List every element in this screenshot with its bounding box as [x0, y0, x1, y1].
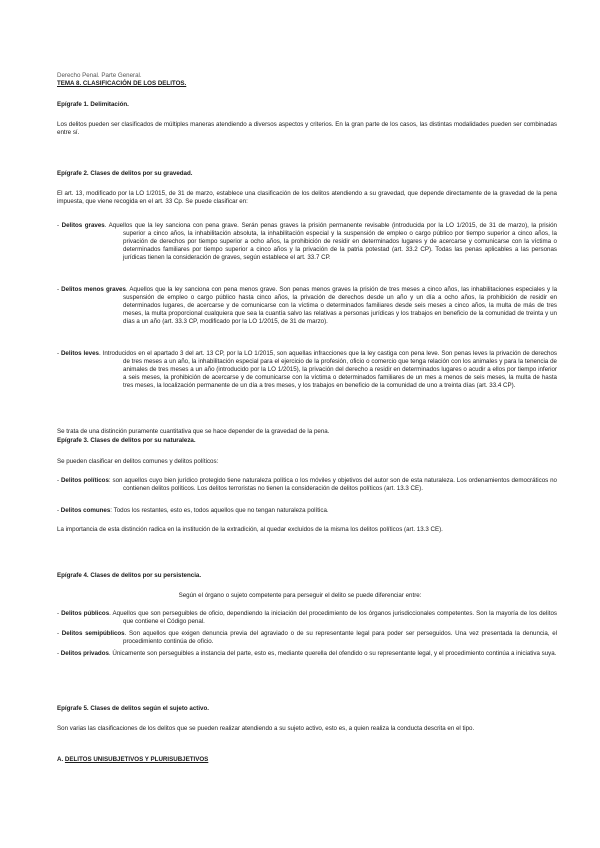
section-3-closing: La importancia de esta distinción radica en la institución de la extradición, al quedar excluidos de la misma los delitos políticos (art. 13.3 CE). — [57, 526, 443, 533]
list-dash: - — [57, 650, 61, 657]
list-item-delitos-graves — [57, 222, 557, 262]
list-item-delitos-privados — [57, 650, 557, 658]
section-heading-1: Epígrafe 1. Delimitación. — [57, 101, 129, 108]
section-4-intro: Según el órgano o sujeto competente para perseguir el delito se puede diferenciar entre: — [178, 592, 422, 599]
section-5-intro-text: Son varias las clasificaciones de los delitos que se pueden realizar atendiendo a su sujeto activo, esto es, a quien realiza la conducta descrita en el tipo. — [57, 725, 475, 732]
course-title: Derecho Penal. Parte General. — [57, 72, 142, 79]
list-item-delitos-menos-graves — [57, 286, 557, 326]
section-heading-5: Epígrafe 5. Clases de delitos según el sujeto activo. — [57, 705, 209, 712]
list-dash: - — [57, 630, 62, 637]
list-term: Delitos comunes — [60, 507, 111, 514]
section-3-intro: Se pueden clasificar en delitos comunes y delitos políticos: — [57, 458, 219, 465]
list-term: Delitos políticos — [60, 477, 109, 484]
section-2-intro: El art. 13, modificado por la LO 1/2015, de 31 de marzo, establece una clasificación de los delitos atendiendo a su gravedad, que depende directamente de la gravedad de la pena impuesta, que viene recogida en el art. 33 Cp. Se puede clasificar en: — [57, 190, 557, 206]
section-heading-4: Epígrafe 4. Clases de delitos por su persistencia. — [57, 572, 202, 579]
list-dash: - — [57, 610, 62, 617]
list-term: Delitos menos graves — [61, 286, 126, 293]
list-item-delitos-publicos — [57, 610, 557, 626]
section-heading-2: Epígrafe 2. Clases de delitos por su gravedad. — [57, 170, 193, 177]
section-heading-3: Epígrafe 3. Clases de delitos por su naturaleza. — [57, 437, 196, 444]
section-2-closing: Se trata de una distinción puramente cuantitativa que se hace depender de la gravedad de la pena. — [57, 428, 330, 435]
list-dash: - — [57, 222, 62, 229]
subsection-prefix: A. — [57, 756, 65, 763]
list-dash: - — [57, 286, 62, 293]
list-term: Delitos públicos — [61, 610, 110, 617]
section-5-intro — [57, 725, 557, 733]
list-item-delitos-politicos — [57, 477, 557, 493]
list-text: . Son aquellos que exigen denuncia previa del agraviado o de su representante legal para poder ser perseguidos. Una vez presentada la denuncia, el procedimiento continúa de oficio. — [123, 630, 558, 646]
list-text: : son aquellos cuyo bien jurídico protegido tiene naturaleza política o los móviles y objetivos del autor son de esta naturaleza. Los ordenamientos democráticos no contienen delitos políticos. Los delitos terroristas no tienen la consideración de delitos políticos (art. 13.3 CE). — [108, 477, 557, 493]
list-item-delitos-semipublicos — [57, 630, 557, 646]
list-text: . Introducidos en el apartado 3 del art. 13 CP, por la LO 1/2015, son aquellas infracciones que la ley castiga con pena leve. Son penas leves la privación de derechos de tres meses a un año, la inhabilitación especial para el ejercicio de la profesión, oficio o comercio que tenga relación con los animales y para la tenencia de animales de tres meses a un año (introducido por la LO 1/2015), la privación del derecho a residir en determinados lugares o acudir a ellos por tiempo inferior a seis meses, la prohibición de acercarse y de comunicarse con la víctima o determinados familiares de un mes a menos de seis meses, la multa de hasta tres meses, la localización permanente de un día a tres meses, y los trabajos en beneficio de la comunidad de uno a treinta días (art. 33.4 CP). — [98, 350, 557, 390]
subsection-label: DELITOS UNISUBJETIVOS Y PLURISUBJETIVOS — [64, 756, 209, 763]
list-term: Delitos graves — [61, 222, 105, 229]
list-term: Delitos semipúblicos — [61, 630, 125, 637]
subsection-heading-a — [57, 756, 208, 764]
list-text: : Todos los restantes, esto es, todos aquellos que no tengan naturaleza política. — [110, 507, 329, 514]
section-1-paragraph: Los delitos pueden ser clasificados de múltiples maneras atendiendo a diversos aspectos y criterios. En la gran parte de los casos, las distintas modalidades pueden ser combinadas entre sí. — [57, 121, 557, 137]
list-term: Delitos leves — [60, 350, 99, 357]
topic-title: TEMA 8. CLASIFICACIÓN DE LOS DELITOS. — [57, 80, 187, 87]
list-item-delitos-comunes — [57, 507, 557, 515]
list-dash: - — [57, 477, 61, 484]
list-text: . Aquellos que la ley sanciona con pena menos grave. Son penas menos graves la prisión de tres meses a cinco años, las inhabilitaciones especiales y la suspensión de empleo o cargo público hasta cinco años, la privación de derechos desde un año y un día a ocho años, la prohibición de residir en determinados lugares, de acercarse y de comunicarse con la víctima o determinados familiares desde seis meses a cinco años, la multa de más de tres meses, la multa proporcional cualquiera que sea la cuantía salvo las relativas a personas jurídicas y los trabajos en beneficio de la comunidad de treinta y un días a un año (art. 33.3 CP, modificado por la LO 1/2015, de 31 de marzo). — [123, 286, 558, 326]
list-text: . Aquellos que la ley sanciona con pena grave. Serán penas graves la prisión permanente revisable (introducida por la LO 1/2015, de 31 de marzo), la prisión superior a cinco años, la inhabilitación absoluta, la inhabilitación especial y la suspensión de empleo o cargo público por tiempo superior a cinco años, la privación de derechos por tiempo superior a ocho años, la prohibición de residir en determinados lugares y de acercarse y comunicarse con la víctima o determinados familiares por tiempo superior a cinco años y la privación de la patria potestad (art. 33.2 CP). Todas las penas aplicables a las personas jurídicas tienen la consideración de graves, según establece el art. 33.7 CP. — [104, 222, 557, 262]
list-term: Delitos privados — [60, 650, 109, 657]
list-dash: - — [57, 350, 61, 357]
list-item-delitos-leves — [57, 350, 557, 390]
list-text: . Aquellos que son perseguibles de oficio, dependiendo la iniciación del procedimiento de los órganos jurisdiccionales competentes. Son la mayoría de los delitos que contiene el Código penal. — [109, 610, 557, 626]
list-dash: - — [57, 507, 61, 514]
list-text: . Únicamente son perseguibles a instancia del parte, esto es, mediante querella del ofendido o su representante legal, y el procedimiento continúa a iniciativa suya. — [108, 650, 557, 657]
